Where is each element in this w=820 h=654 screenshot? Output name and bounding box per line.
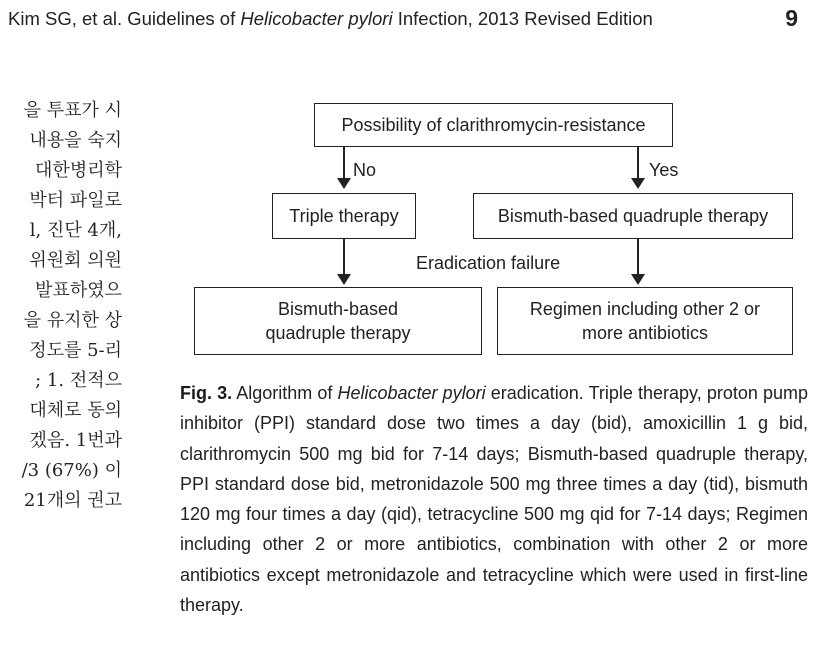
clarithromycin-resistance-box: Possibility of clarithromycin-resistance: [314, 103, 673, 147]
caption-text-continued: eradication. Triple therapy, proton pump inhibitor (PPI) standard dose two times a day (bid), amoxicillin 1 g bid, clarithromycin 500 mg bid for 7-14 days; Bismuth-based quadruple therapy, PPI standard dose bid, metronidazole 500 mg three times a day (tid), bismuth 120 mg four times a day (qid), tetracycline 500 mg qid for 7-14 days; Regimen including other 2 or more antibiotics, combination with other 2 or more antibiotics except metronidazole and tetracycline which were used in first-line therapy.: [180, 383, 808, 616]
triple-therapy-box: Triple therapy: [272, 193, 416, 239]
korean-line: 21개의 권고: [23, 490, 122, 511]
figure-caption: [180, 378, 808, 620]
header-title-italic: Helicobacter pylori: [240, 8, 393, 29]
bismuth-quadruple-box: Bismuth-based quadruple therapy: [473, 193, 793, 239]
korean-line: 박터 파일로: [29, 190, 122, 211]
other-antibiotics-box: Regimen including other 2 or more antibiotics: [497, 287, 793, 355]
bismuth-quadruple-rescue-box: Bismuth-based quadruple therapy: [194, 287, 482, 355]
korean-line: ; 1. 전적으: [35, 370, 122, 391]
failure-arrow-left: [343, 239, 345, 275]
caption-italic: Helicobacter pylori: [337, 383, 486, 403]
caption-text: Algorithm of: [232, 383, 338, 403]
korean-line: 발표하였으: [35, 280, 122, 301]
yes-label: Yes: [649, 160, 679, 180]
korean-line: l, 진단 4개,: [29, 220, 122, 241]
failure-arrow-right: [637, 239, 639, 275]
header-title-post: Infection, 2013 Revised Edition: [392, 8, 653, 29]
korean-line: 을 투표가 시: [23, 100, 122, 121]
figure-label: Fig. 3.: [180, 383, 233, 403]
page-number: 9: [785, 5, 798, 31]
korean-line: 내용을 숙지: [29, 130, 122, 151]
korean-line: 대한병리학: [35, 160, 122, 181]
header-title-pre: Kim SG, et al. Guidelines of: [8, 8, 241, 29]
eradication-failure-label: Eradication failure: [416, 253, 561, 273]
korean-line: 위원회 의원: [29, 250, 122, 271]
korean-line: 대체로 동의: [29, 400, 122, 421]
no-arrow: [343, 147, 345, 179]
korean-line: 을 유지한 상: [23, 310, 122, 331]
korean-line: /3 (67%) 이: [21, 460, 122, 481]
yes-arrow: [637, 147, 639, 179]
no-label: No: [353, 160, 377, 180]
korean-line: 겠음. 1번과: [29, 430, 122, 451]
korean-line: 정도를 5-리: [29, 340, 122, 361]
